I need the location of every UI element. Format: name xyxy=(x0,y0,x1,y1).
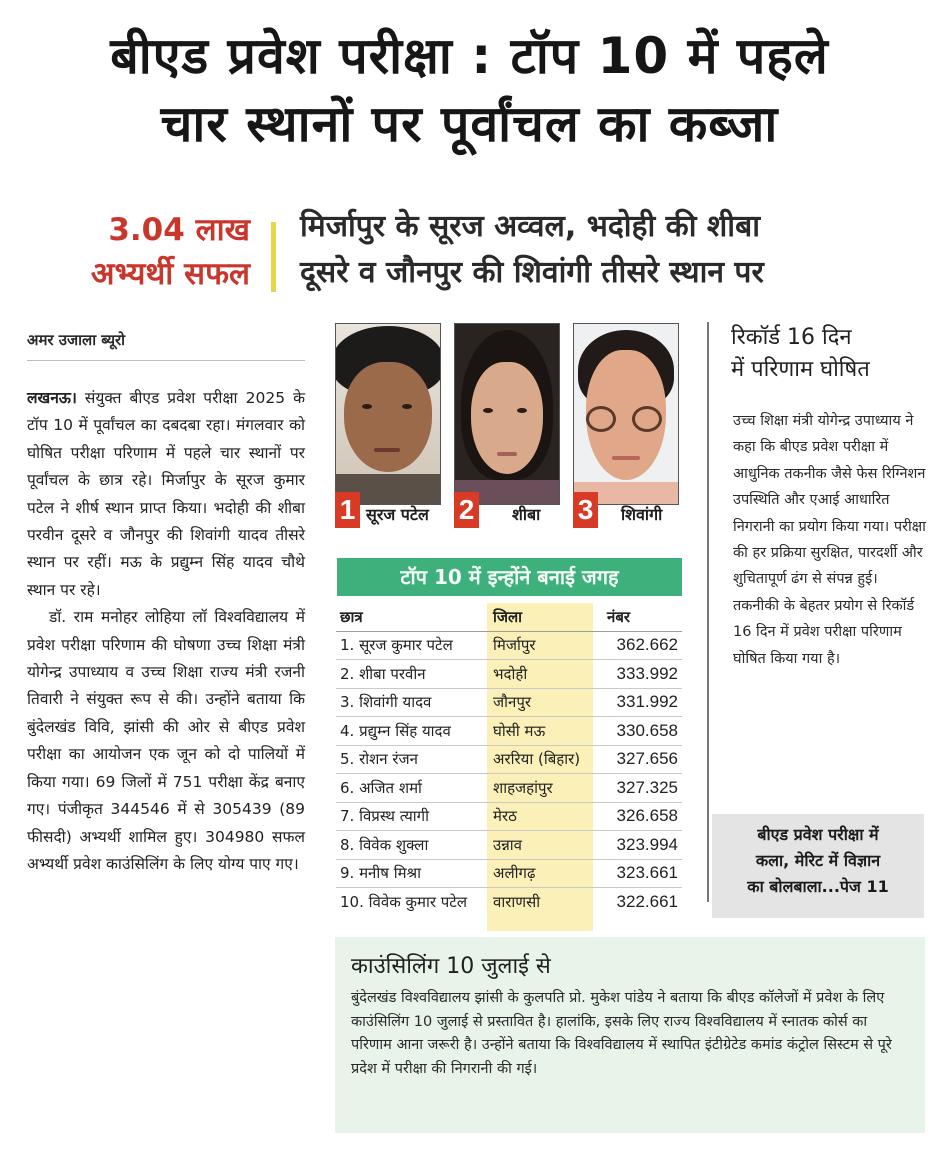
rank-badge-2: 2 xyxy=(454,492,479,528)
cell-marks: 323.661 xyxy=(597,859,682,888)
page-reference-promo[interactable] xyxy=(712,814,924,918)
main-story xyxy=(27,385,305,878)
counselling-title: काउंसिलिंग 10 जुलाई से xyxy=(351,954,551,979)
cell-marks: 327.656 xyxy=(597,745,682,774)
story-para1-text: संयुक्त बीएड प्रवेश परीक्षा 2025 के टॉप 10 में पूर्वांचल का दबदबा रहा। मंगलवार को घोषित परीक्षा परिणाम में पहले चार स्थानों पर पूर्वांचल के छात्र रहे। मिर्जापुर के सूरज कुमार पटेल ने शीर्ष स्थान प्राप्त किया। भदोही की शीबा परवीन दूसरे व जौनपुर की शिवांगी यादव तीसरे स्थान पर रहीं। मऊ के प्रद्युम्न सिंह यादव चौथे स्थान पर रहे। xyxy=(27,389,305,599)
cell-student: 1. सूरज कुमार पटेल xyxy=(336,631,489,660)
cell-district: घोसी मऊ xyxy=(489,717,597,746)
subhead-line-2: दूसरे व जौनपुर की शिवांगी तीसरे स्थान पर xyxy=(300,255,764,290)
table-header-row xyxy=(336,603,682,631)
table-row xyxy=(336,717,682,746)
subheadline xyxy=(300,204,935,296)
sidebar-body: उच्च शिक्षा मंत्री योगेन्द्र उपाध्याय ने कहा कि बीएड प्रवेश परीक्षा में आधुनिक तकनीक जैसे फेस रिग्निशन उपस्थिति और एआई आधारित निगरानी का प्रयोग किया गया। परीक्षा की हर प्रक्रिया सुरक्षित, पारदर्शी और शुचितापूर्ण ढंग से संपन्न हुई। तकनीकी के बेहतर प्रयोग से रिकॉर्ड 16 दिन में प्रवेश परीक्षा परिणाम घोषित किया गया है। xyxy=(733,413,926,667)
cell-district: शाहजहांपुर xyxy=(489,774,597,803)
top10-table xyxy=(336,603,682,916)
cell-marks: 330.658 xyxy=(597,717,682,746)
story-paragraph-1 xyxy=(27,385,305,604)
cell-district: जौनपुर xyxy=(489,688,597,717)
topper-name-2: शीबा xyxy=(512,505,541,524)
cell-district: उन्नाव xyxy=(489,831,597,860)
table-row xyxy=(336,745,682,774)
headline xyxy=(0,22,939,158)
cell-marks: 322.661 xyxy=(616,891,678,911)
top10-banner: टॉप 10 में इन्होंने बनाई जगह xyxy=(337,558,682,596)
table-row xyxy=(336,660,682,689)
topper-name-3: शिवांगी xyxy=(621,505,663,524)
cell-district: अररिया (बिहार) xyxy=(489,745,597,774)
cell-district: मेरठ xyxy=(489,802,597,831)
kicker-line-1: 3.04 लाख xyxy=(108,212,250,248)
cell-district: मिर्जापुर xyxy=(489,631,597,660)
promo-line-2: कला, मेरिट में विज्ञान xyxy=(755,851,881,870)
promo-line-1: बीएड प्रवेश परीक्षा में xyxy=(757,825,879,844)
topper-photo-3 xyxy=(573,323,679,505)
table-row xyxy=(336,888,682,916)
sidebar-title xyxy=(731,322,936,386)
rank-badge-3: 3 xyxy=(573,492,598,528)
counselling-box xyxy=(335,937,925,1133)
cell-district: वाराणसी xyxy=(493,892,541,911)
promo-line-3: का बोलबाला...पेज 11 xyxy=(747,877,889,896)
cell-student: 5. रोशन रंजन xyxy=(336,745,489,774)
topper-photo-2 xyxy=(454,323,560,505)
cell-student: 10. विवेक कुमार पटेल xyxy=(340,892,468,911)
cell-marks: 326.658 xyxy=(597,802,682,831)
cell-student: 4. प्रद्युम्न सिंह यादव xyxy=(336,717,489,746)
cell-student: 6. अजित शर्मा xyxy=(336,774,489,803)
cell-student: 7. विप्रस्थ त्यागी xyxy=(336,802,489,831)
cell-district: अलीगढ़ xyxy=(489,859,597,888)
cell-district: भदोही xyxy=(489,660,597,689)
dateline: लखनऊ। xyxy=(27,389,77,407)
cell-marks: 323.994 xyxy=(597,831,682,860)
cell-student: 2. शीबा परवीन xyxy=(336,660,489,689)
topper-photo-1 xyxy=(335,323,441,505)
table-row xyxy=(336,831,682,860)
sidebar-title-line-2: में परिणाम घोषित xyxy=(731,357,870,382)
cell-student: 3. शिवांगी यादव xyxy=(336,688,489,717)
table-row xyxy=(336,631,682,660)
counselling-body: बुंदेलखंड विश्वविद्यालय झांसी के कुलपति प्रो. मुकेश पांडेय ने बताया कि बीएड कॉलेजों में प्रवेश के लिए काउंसिलिंग 10 जुलाई से प्रस्तावित है। हालांकि, इसके लिए राज्य विश्वविद्यालय में स्नातक कोर्स का परिणाम आना जरूरी है। उन्होंने बताया कि विश्वविद्यालय में स्थापित इंटीग्रेटेड कमांड कंट्रोल सिस्टम से पूरे प्रदेश में परीक्षा की निगरानी की गई। xyxy=(351,990,892,1077)
headline-line-1: बीएड प्रवेश परीक्षा : टॉप 10 में पहले xyxy=(110,27,829,85)
cell-student: 8. विवेक शुक्ला xyxy=(336,831,489,860)
table-row xyxy=(336,774,682,803)
topper-name-1: सूरज पटेल xyxy=(366,505,429,524)
story-paragraph-2: डॉ. राम मनोहर लोहिया लॉ विश्वविद्यालय में प्रवेश परीक्षा परिणाम की घोषणा उच्च शिक्षा मंत्री योगेन्द्र उपाध्याय व उच्च शिक्षा राज्य मंत्री रजनी तिवारी ने संयुक्त रूप से की। उन्होंने बताया कि बुंदेलखंड विवि, झांसी की ओर से बीएड प्रवेश परीक्षा का आयोजन एक जून को दो पालियों में किया गया। 69 जिलों में 751 परीक्षा केंद्र बनाए गए। पंजीकृत 344546 में से 305439 (89 फीसदी) अभ्यर्थी शामिल हुए। 304980 सफल अभ्यर्थी प्रवेश काउंसिलिंग के लिए योग्य पाए गए। xyxy=(27,608,305,873)
cell-student: 9. मनीष मिश्रा xyxy=(336,859,489,888)
table-row xyxy=(336,802,682,831)
headline-line-2: चार स्थानों पर पूर्वांचल का कब्जा xyxy=(160,95,779,153)
byline: अमर उजाला ब्यूरो xyxy=(27,330,305,361)
kicker-divider xyxy=(271,222,276,292)
subhead-line-1: मिर्जापुर के सूरज अव्वल, भदोही की शीबा xyxy=(300,209,760,244)
kicker-line-2: अभ्यर्थी सफल xyxy=(90,256,250,292)
top10-table-wrap xyxy=(336,603,682,916)
header-marks: नंबर xyxy=(597,603,682,631)
table-row xyxy=(336,688,682,717)
rank-badge-1: 1 xyxy=(335,492,360,528)
header-district: जिला xyxy=(489,603,597,631)
header-student: छात्र xyxy=(336,603,489,631)
sidebar-title-line-1: रिकॉर्ड 16 दिन xyxy=(731,325,852,350)
kicker-stat xyxy=(20,208,250,296)
sidebar-divider xyxy=(707,322,709,902)
cell-marks: 331.992 xyxy=(597,688,682,717)
table-row xyxy=(336,859,682,888)
cell-marks: 333.992 xyxy=(597,660,682,689)
cell-marks: 362.662 xyxy=(597,631,682,660)
cell-marks: 327.325 xyxy=(597,774,682,803)
topper-photos xyxy=(335,323,680,548)
